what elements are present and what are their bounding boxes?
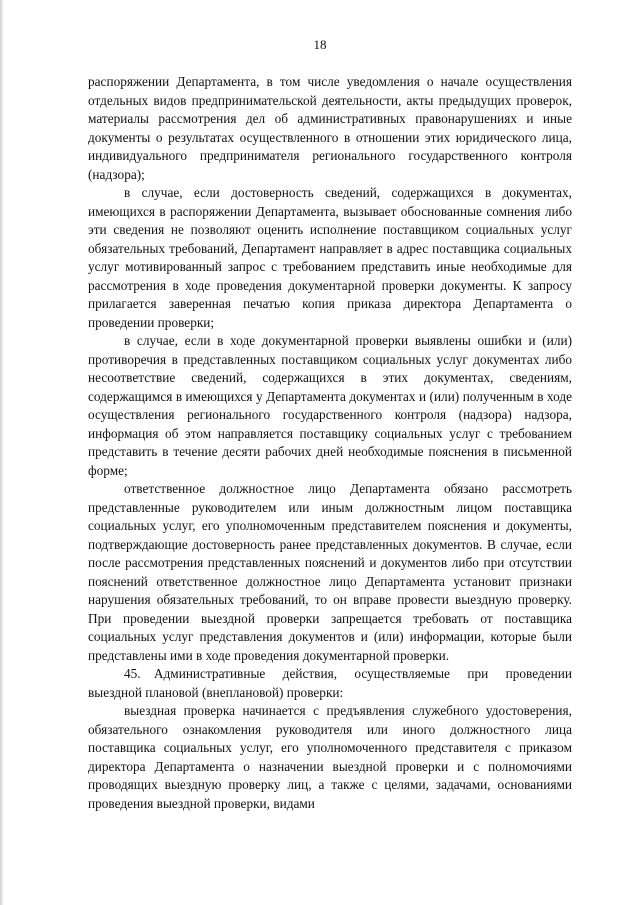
page-number: 18 [313, 37, 327, 52]
paragraph-item-45: 45. Административные действия, осуществляемые при проведении выездной плановой (внеплановой) проверки: [88, 666, 572, 700]
paragraph-responsible-official: ответственное должностное лицо Департамента обязано рассмотреть представленные руководителем или иным должностным лицом поставщика социальных услуг, его уполномоченным представителем пояснения и документы, подтверждающие достоверность ранее представленных документов. В случае, если после рассмотрения представленных пояснений и документов либо при отсутствии пояснений ответственное должностное лицо Департамента установит признаки нарушения обязательных требований, то он вправе провести выездную проверку. При проведении выездной проверки запрещается требовать от поставщика социальных услуг представления документов и (или) информации, которые были представлены ими в ходе проведения документарной проверки. [88, 481, 572, 663]
paragraph-continuation: распоряжении Департамента, в том числе уведомления о начале осуществления отдельных видов предпринимательской деятельности, акты предыдущих проверок, материалы рассмотрения дел об административных правонарушениях и иные документы о результатах осуществленного в отношении этих юридического лица, индивидуального предпринимателя регионального государственного контроля (надзора); [88, 74, 572, 182]
paragraph-onsite-inspection-start: выездная проверка начинается с предъявления служебного удостоверения, обязательного ознакомления руководителя или иного должностного лица поставщика социальных услуг, его уполномоченного представителя с приказом директора Департамента о назначении выездной проверки и с полномочиями проводящих выездную проверку лиц, а также с целями, задачами, основаниями проведения выездной проверки, видами [88, 703, 572, 811]
scan-edge-shadow [0, 0, 4, 905]
paragraph-clarification-request: в случае, если достоверность сведений, содержащихся в документах, имеющихся в распоряжении Департамента, вызывает обоснованные сомнения либо эти сведения не позволяют оценить исполнение поставщиком социальных услуг обязательных требований, Департамент направляет в адрес поставщика социальных услуг мотивированный запрос с требованием представить иные необходимые для рассмотрения в ходе проведения документарной проверки документы. К запросу прилагается заверенная печатью копия приказа директора Департамента о проведении проверки; [88, 185, 572, 330]
paragraph-errors-found: в случае, если в ходе документарной проверки выявлены ошибки и (или) противоречия в представленных поставщиком социальных услуг документах либо несоответствие сведений, содержащихся в этих документах, сведениям, содержащимся в имеющихся у Департамента документах и (или) полученным в ходе осуществления регионального государственного контроля (надзора) надзора, информация об этом направляется поставщику социальных услуг с требованием представить в течение десяти рабочих дней необходимые пояснения в письменной форме; [88, 333, 572, 478]
document-body [88, 73, 572, 813]
